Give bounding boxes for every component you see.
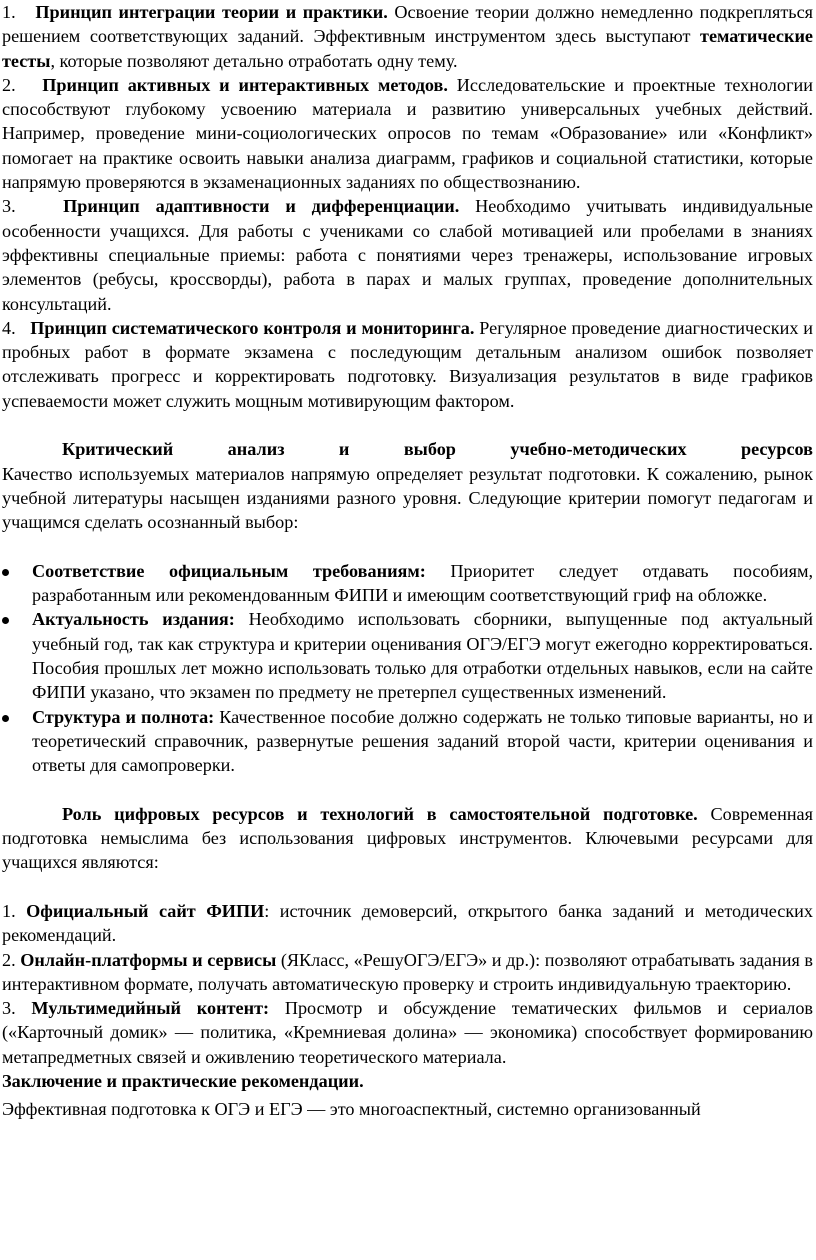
section-intro-digital: Современная подготовка немыслима без использования цифровых инструментов. Ключевыми ресурсами для учащихся являются:	[2, 803, 813, 873]
principle-text: Регулярное проведение диагностических и пробных работ в формате экзамена с последующим детальным анализом ошибок позволяет отслеживать прогресс и корректировать подготовку. Визуализация результатов в виде графиков успеваемости может служить мощным мотивирующим фактором.	[2, 317, 813, 411]
criteria-title: Актуальность издания:	[32, 609, 235, 630]
principle-4	[2, 316, 813, 413]
criteria-item-1	[2, 559, 813, 608]
bullet-icon	[2, 715, 9, 722]
criteria-text: Приоритет следует отдавать пособиям, разработанным или рекомендованным ФИПИ и имеющим соответствующий гриф на обложке.	[32, 560, 813, 606]
principle-text: Исследовательские и проектные технологии способствуют глубокому усвоению материала и развитию универсальных учебных действий. Например, проведение мини-социологических опросов по темам «Образование» или «Конфликт» помогает на практике освоить навыки анализа диаграмм, графиков и социальной статистики, которые напрямую проверяются в экзаменационных заданиях по обществознанию.	[2, 74, 814, 193]
section-intro-resources: Качество используемых материалов напрямую определяет результат подготовки. К сожалению, рынок учебной литературы насыщен изданиями разного уровня. Следующие критерии помогут педагогам и учащимся сделать осознанный выбор:	[2, 463, 813, 533]
section-digital	[2, 802, 813, 875]
digital-item-title: Мультимедийный контент:	[31, 998, 270, 1019]
principle-2	[2, 73, 813, 194]
digital-item-text: (ЯКласс, «РешуОГЭ/ЕГЭ» и др.): позволяют отрабатывать задания в интерактивном формате, получать автоматическую проверку и строить индивидуальную траекторию.	[2, 949, 813, 994]
principle-title: Принцип активных и интерактивных методов.	[42, 74, 448, 95]
digital-item-1	[2, 899, 813, 948]
principle-text: Освоение теории должно немедленно подкрепляться решением соответствующих заданий. Эффективным инструментом здесь выступают	[2, 2, 814, 47]
criteria-text: Качественное пособие должно содержать не только типовые варианты, но и теоретический справочник, развернутые решения заданий второй части, критерии оценивания и ответы для самопроверки.	[32, 706, 813, 776]
conclusion-text: Эффективная подготовка к ОГЭ и ЕГЭ — это многоаспектный, системно организованный	[2, 1099, 701, 1120]
criteria-title: Структура и полнота:	[32, 706, 215, 727]
spacer	[2, 535, 813, 559]
principle-number: 3.	[2, 196, 16, 217]
principle-text: Необходимо учитывать индивидуальные особенности учащихся. Для работы с учениками со слабой мотивацией или пробелами в знаниях эффективны специальные приемы: работа с понятиями через тренажеры, использование игровых элементов (ребусы, кроссворды), работа в парах и малых группах, проведение дополнительных консультаций.	[2, 196, 813, 314]
conclusion-heading-text: Заключение и практические рекомендации.	[2, 1071, 364, 1092]
criteria-item-3	[2, 705, 813, 778]
criteria-item-2	[2, 607, 813, 704]
principle-bold-term: тематические тесты	[2, 26, 813, 71]
principle-title: Принцип адаптивности и дифференциации.	[63, 196, 460, 217]
spacer	[2, 413, 813, 437]
criteria-text: Необходимо использовать сборники, выпущенные под актуальный учебный год, так как структура и критерии оценивания ОГЭ/ЕГЭ могут ежегодно корректироваться. Пособия прошлых лет можно использовать только для отработки отдельных навыков, если на сайте ФИПИ указано, что экзамен по предмету не претерпел существенных изменений.	[32, 609, 813, 703]
section-heading-resources	[2, 437, 813, 461]
section-heading-text: Критический анализ и выбор учебно-методических ресурсов	[62, 439, 813, 460]
principle-text-end: , которые позволяют детально отработать одну тему.	[50, 50, 458, 71]
principle-1	[2, 0, 813, 73]
conclusion-heading	[2, 1069, 813, 1093]
spacer	[2, 875, 813, 899]
principle-title: Принцип систематического контроля и мониторинга.	[30, 317, 475, 338]
digital-item-3	[2, 996, 813, 1069]
digital-item-text: : источник демоверсий, открытого банка заданий и методических рекомендаций.	[2, 900, 814, 946]
principle-number: 2.	[2, 74, 16, 95]
principle-number: 1.	[2, 2, 16, 22]
principle-number: 4.	[2, 317, 16, 338]
spacer	[2, 778, 813, 802]
principle-title: Принцип интеграции теории и практики.	[35, 2, 388, 22]
digital-item-text: Просмотр и обсуждение тематических фильмов и сериалов («Карточный домик» — политика, «Кремниевая долина» — экономика) способствует формированию метапредметных связей и оживлению теоретического материала.	[2, 998, 814, 1067]
criteria-title: Соответствие официальным требованиям:	[32, 560, 426, 581]
digital-item-title: Онлайн-платформы и сервисы	[20, 949, 277, 970]
section-heading-digital: Роль цифровых ресурсов и технологий в самостоятельной подготовке.	[62, 803, 698, 824]
digital-item-title: Официальный сайт ФИПИ	[26, 900, 265, 921]
digital-item-number: 3.	[2, 998, 16, 1019]
digital-item-number: 1.	[2, 900, 16, 921]
bullet-icon	[2, 617, 9, 624]
principle-3	[2, 194, 813, 315]
bullet-icon	[2, 569, 9, 576]
digital-item-number: 2.	[2, 949, 16, 970]
digital-item-2	[2, 948, 813, 997]
